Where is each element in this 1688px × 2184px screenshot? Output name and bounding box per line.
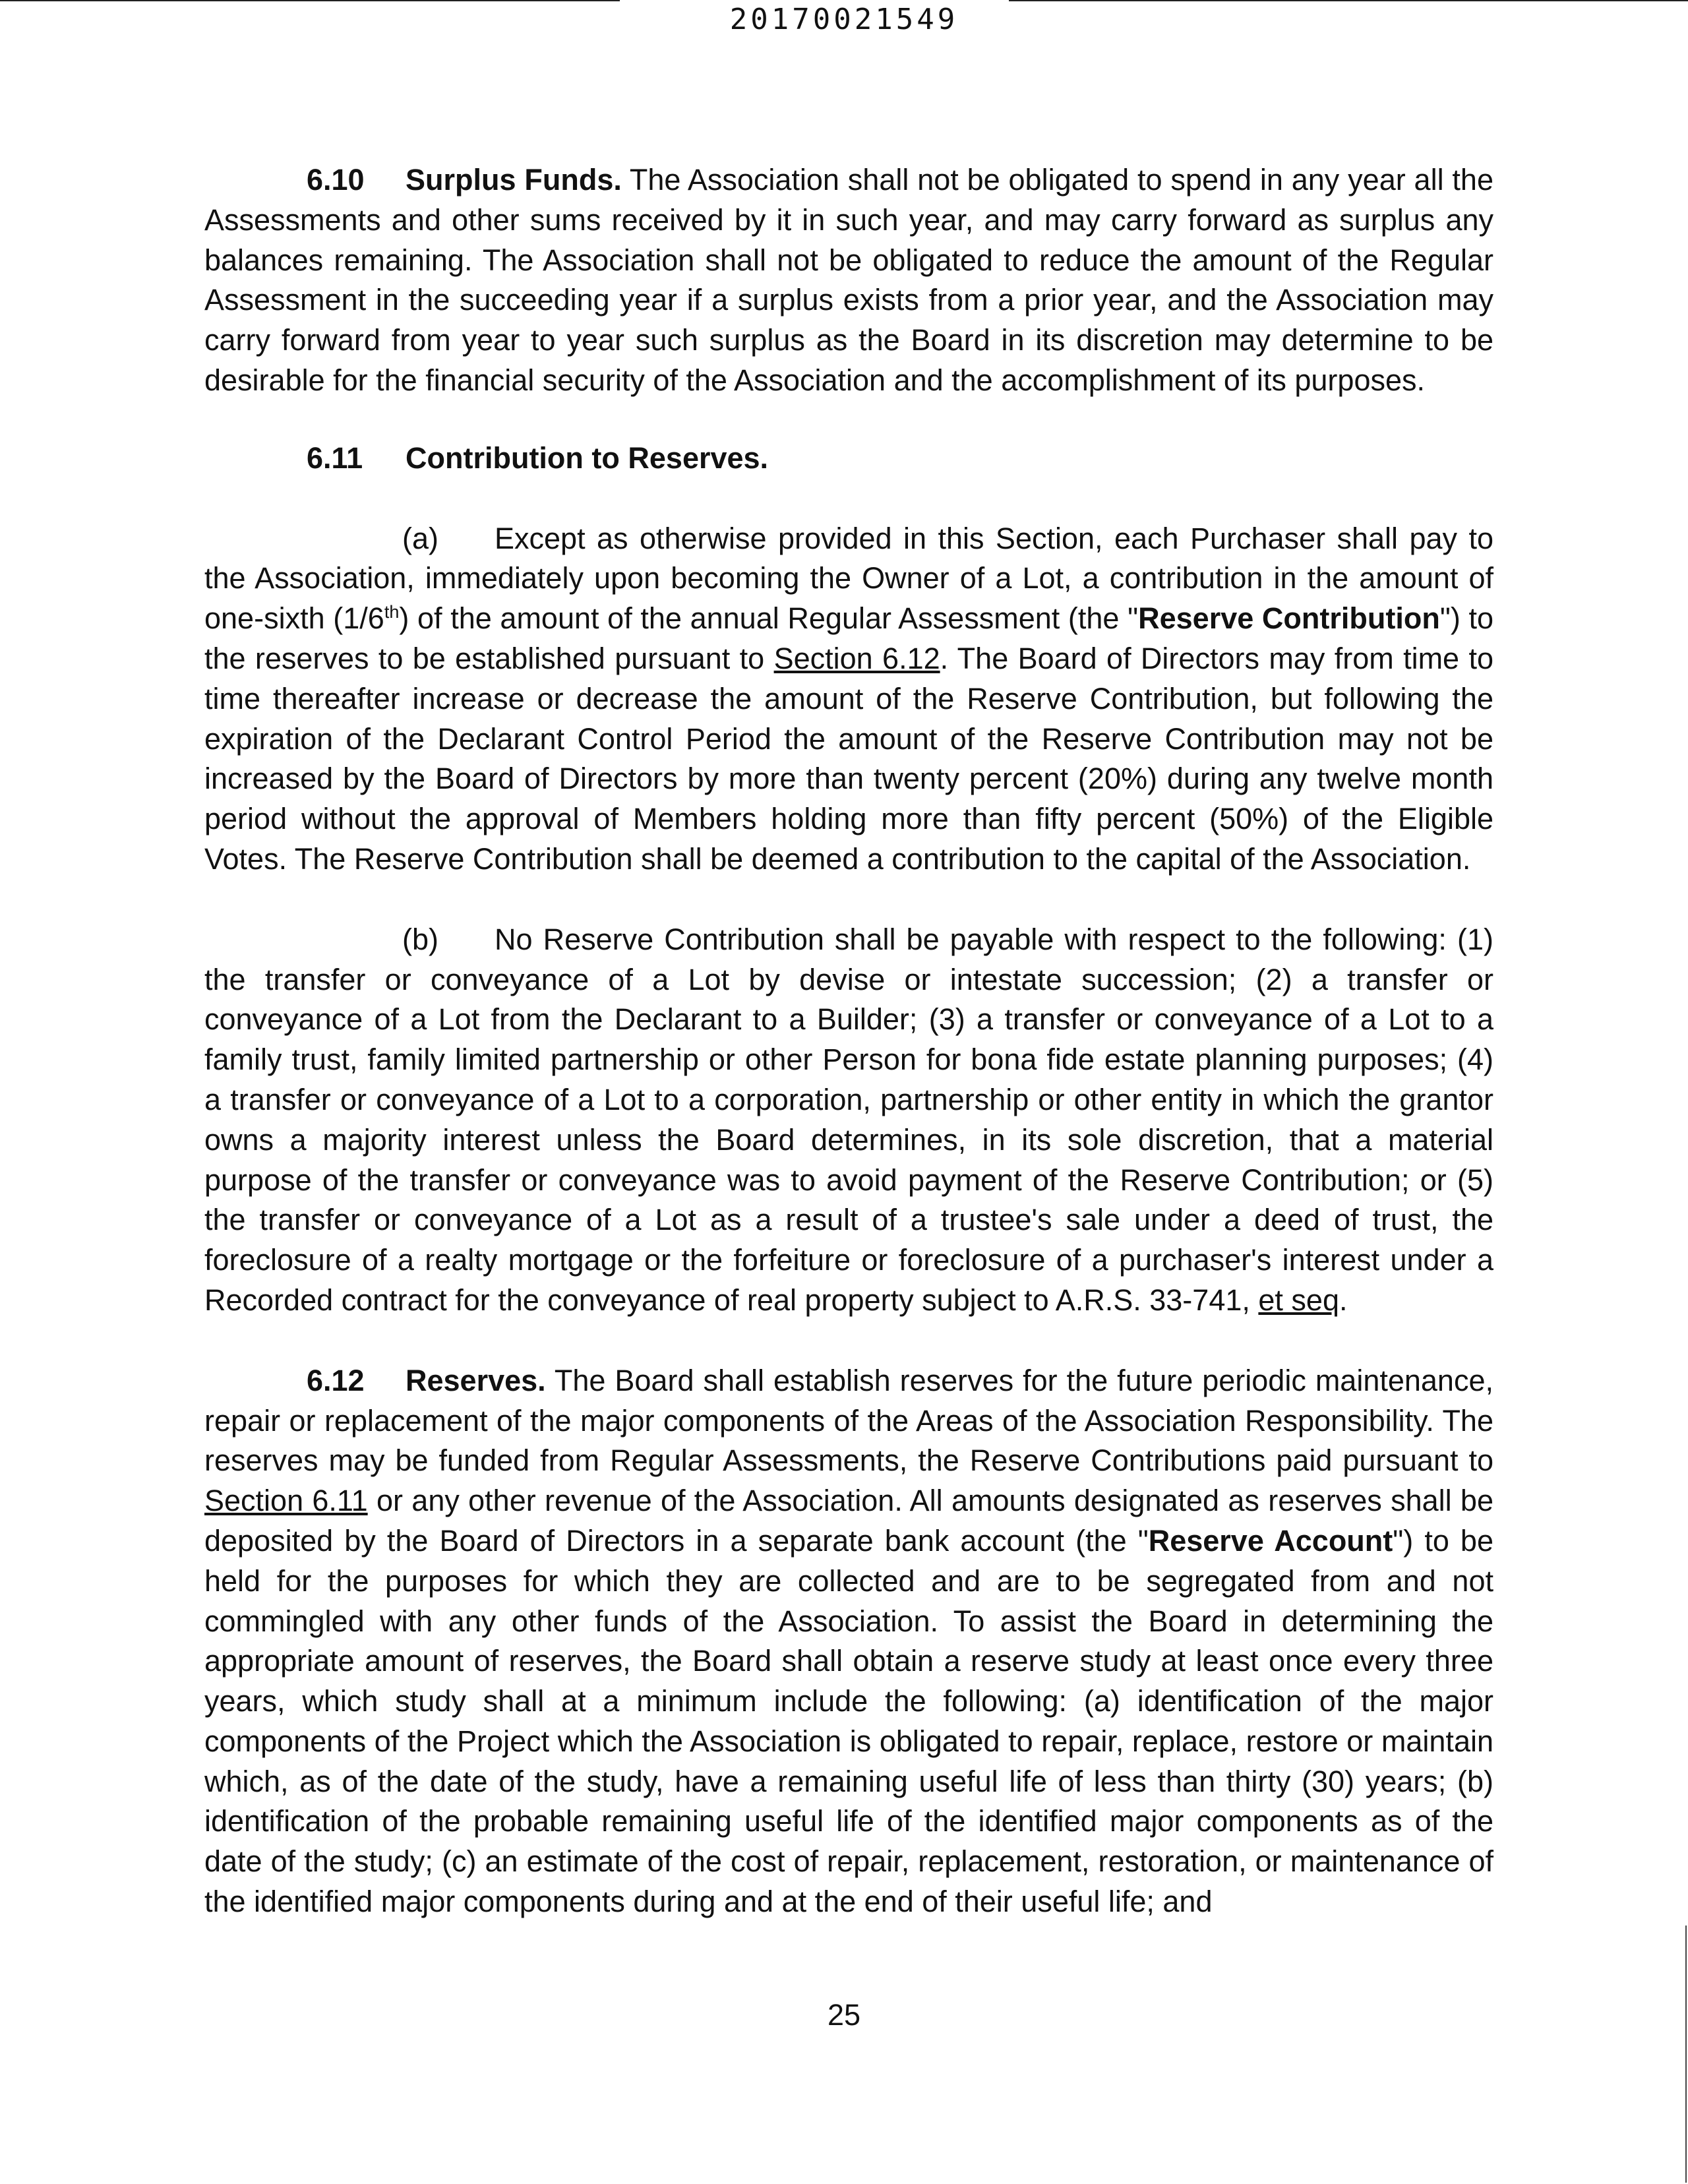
section-reference: Section 6.11 xyxy=(204,1484,368,1518)
section-6-10 xyxy=(204,160,1493,401)
subsection-text: ") to the reserves to be established pursuant to xyxy=(204,601,1493,675)
section-number: 6.12 xyxy=(307,1363,365,1397)
section-reference: Section 6.12 xyxy=(773,641,940,675)
section-title: Reserves. xyxy=(406,1363,546,1397)
subsection-text: Except as otherwise provided in this Section, each Purchaser shall pay to the Association, immediately upon becoming the Owner of a Lot, a contribution in the amount of one-sixth (1/6 xyxy=(204,521,1493,636)
subsection-6-11-a xyxy=(204,519,1493,880)
document-body xyxy=(204,160,1493,1922)
scan-border-top-left xyxy=(0,0,620,1)
section-6-11-heading xyxy=(204,439,1493,479)
subsection-text: . xyxy=(1339,1283,1348,1317)
subsection-6-11-b xyxy=(204,920,1493,1321)
scan-border-top-right xyxy=(1009,0,1688,1)
latin-reference: et seq xyxy=(1258,1283,1339,1317)
page-number: 25 xyxy=(827,1998,861,2032)
subsection-label: (a) xyxy=(402,521,438,555)
section-title: Contribution to Reserves. xyxy=(406,440,769,475)
section-6-12 xyxy=(204,1361,1493,1922)
subsection-text: No Reserve Contribution shall be payable with respect to the following: (1) the transfer or conveyance of a Lot by devise or intestate succession; (2) a transfer or conveyance of a Lot from the Declarant to a Builder; (3) a transfer or conveyance of a Lot to a family trust, family limited partnership or other Person for bona fide estate planning purposes; (4) a transfer or conveyance of a Lot to a corporation, partnership or other entity in which the grantor owns a majority interest unless the Board determines, in its sole discretion, that a material purpose of the transfer or conveyance was to avoid payment of the Reserve Contribution; or (5) the transfer or conveyance of a Lot as a result of a trustee's sale under a deed of trust, the foreclosure of a realty mortgage or the forfeiture or foreclosure of a purchaser's interest under a Recorded contract for the conveyance of real property subject to A.R.S. 33-741, xyxy=(204,922,1493,1317)
section-number: 6.10 xyxy=(307,163,365,197)
recording-number: 20170021549 xyxy=(729,3,959,36)
superscript: th xyxy=(384,602,400,622)
section-text: The Board shall establish reserves for the future periodic maintenance, repair or replacement of the major components of the Areas of the Association Responsibility. The reserves may be funded from Regular Assessments, the Reserve Contributions paid pursuant to xyxy=(204,1363,1493,1478)
defined-term: Reserve Account xyxy=(1148,1523,1393,1558)
section-text: The Association shall not be obligated to spend in any year all the Assessments and other sums received by it in such year, and may carry forward as surplus any balances remaining. The Association shall not be obligated to reduce the amount of the Regular Assessment in the succeeding year if a surplus exists from a prior year, and the Association may carry forward from year to year such surplus as the Board in its discretion may determine to be desirable for the financial security of the Association and the accomplishment of its purposes. xyxy=(204,163,1493,397)
subsection-text: ) of the amount of the annual Regular Assessment (the " xyxy=(399,601,1139,636)
section-title: Surplus Funds. xyxy=(406,163,622,197)
subsection-text: . The Board of Directors may from time to time thereafter increase or decrease the amount of the Reserve Contribution, but following the expiration of the Declarant Control Period the amount of the Reserve Contribution may not be increased by the Board of Directors by more than twenty percent (20%) during any twelve month period without the approval of Members holding more than fifty percent (50%) of the Eligible Votes. The Reserve Contribution shall be deemed a contribution to the capital of the Association. xyxy=(204,641,1493,876)
scan-border-right-edge xyxy=(1685,1926,1687,2183)
subsection-label: (b) xyxy=(402,922,438,956)
section-number: 6.11 xyxy=(307,440,363,475)
section-text: or any other revenue of the Association. All amounts designated as reserves shall be deposited by the Board of Directors in a separate bank account (the " xyxy=(204,1484,1493,1558)
defined-term: Reserve Contribution xyxy=(1138,601,1440,636)
section-text: ") to be held for the purposes for which they are collected and are to be segregated from and not commingled with any other funds of the Association. To assist the Board in determining the appropriate amount of reserves, the Board shall obtain a reserve study at least once every three years, which study shall at a minimum include the following: (a) identification of the major components of the Project which the Association is obligated to repair, replace, restore or maintain which, as of the date of the study, have a remaining useful life of less than thirty (30) years; (b) identification of the probable remaining useful life of the identified major components as of the date of the study; (c) an estimate of the cost of repair, replacement, restoration, or maintenance of the identified major components during and at the end of their useful life; and xyxy=(204,1523,1493,1919)
